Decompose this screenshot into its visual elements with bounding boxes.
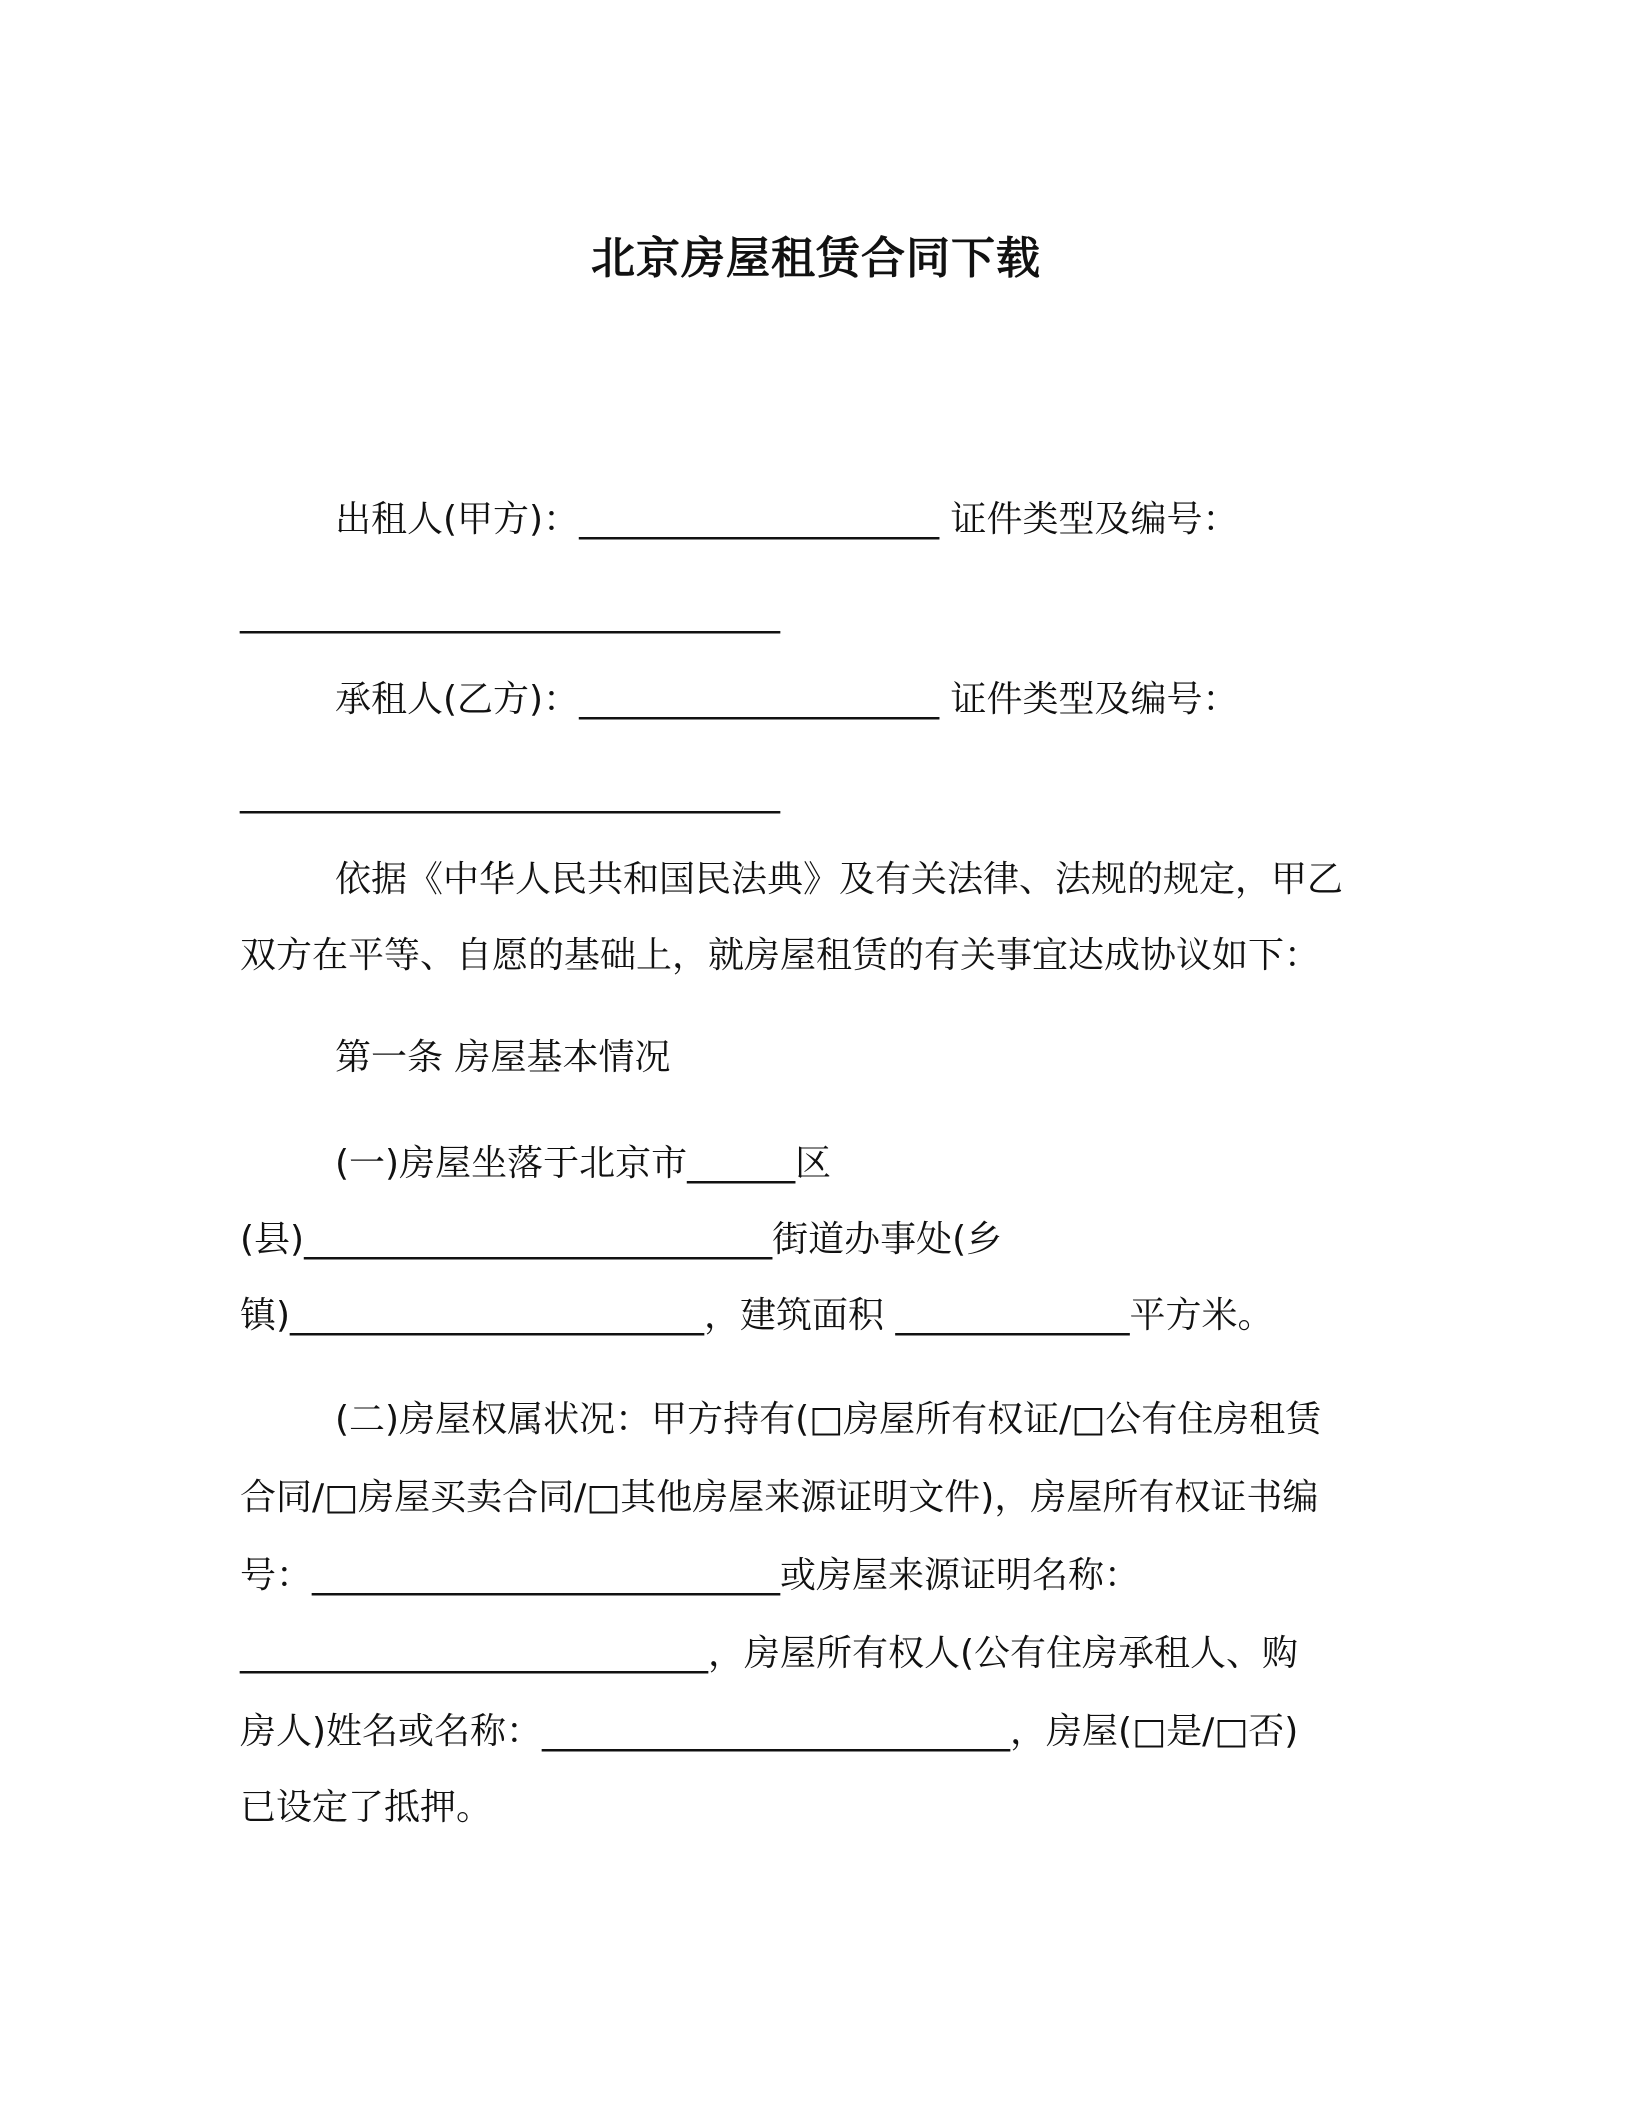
lessee-id-blank: ______________________________: [240, 773, 780, 814]
preamble-line-1: 依据《中华人民共和国民法典》及有关法律、法规的规定，甲乙: [335, 859, 1344, 900]
location-line-1: (一)房屋坐落于北京市______区: [335, 1143, 832, 1184]
lessee-line: 承租人(乙方)：____________________ 证件类型及编号：: [335, 679, 1239, 720]
ownership-line-2: 合同/□房屋买卖合同/□其他房屋来源证明文件)，房屋所有权证书编: [240, 1477, 1319, 1518]
ownership-line-6: 已设定了抵押。: [240, 1787, 493, 1828]
ownership-line-1: (二)房屋权属状况：甲方持有(□房屋所有权证/□公有住房租赁: [335, 1399, 1322, 1440]
ownership-line-3: 号：__________________________或房屋来源证明名称：: [240, 1555, 1141, 1596]
lessor-id-blank: ______________________________: [240, 593, 780, 634]
preamble-line-2: 双方在平等、自愿的基础上，就房屋租赁的有关事宜达成协议如下：: [240, 935, 1321, 976]
location-line-2: (县)__________________________街道办事处(乡: [240, 1219, 1003, 1260]
ownership-line-4: __________________________，房屋所有权人(公有住房承租人、购: [240, 1633, 1299, 1674]
ownership-line-5: 房人)姓名或名称：__________________________，房屋(□是/□否): [240, 1711, 1299, 1752]
document-title: 北京房屋租赁合同下载: [591, 233, 1041, 284]
lessor-line: 出租人(甲方)：____________________ 证件类型及编号：: [335, 499, 1239, 540]
location-line-3: 镇)_______________________，建筑面积 _____________平方米。: [240, 1295, 1274, 1336]
article-1-heading: 第一条 房屋基本情况: [335, 1037, 671, 1078]
